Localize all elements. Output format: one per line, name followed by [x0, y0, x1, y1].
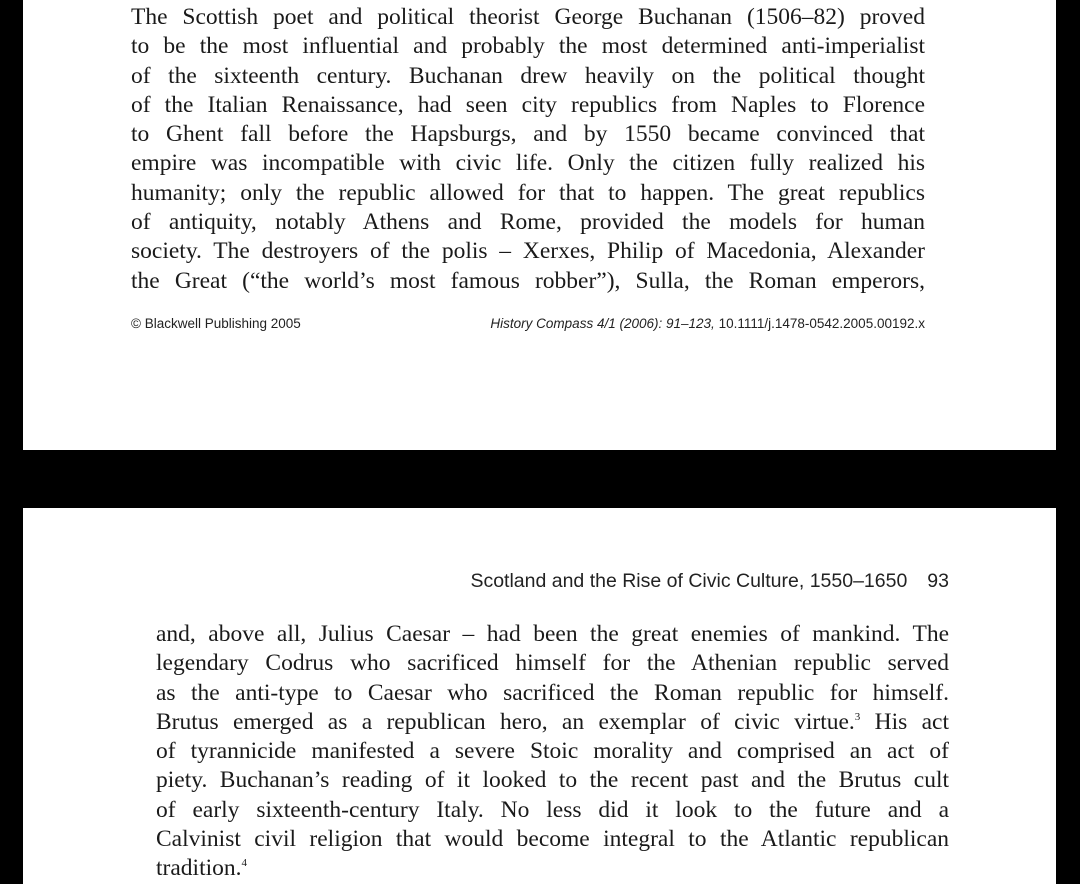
text-line: Calvinist civil religion that would become integral to the Atlantic republican: [156, 826, 949, 853]
body-text-bottom: [156, 620, 949, 884]
text-segment: Brutus emerged as a republican hero, an exemplar of civic virtue.: [156, 708, 855, 735]
journal-citation: History Compass 4/1 (2006): 91–123,: [490, 316, 715, 331]
text-segment: tradition.: [156, 855, 242, 882]
text-line: [156, 854, 949, 883]
footnote-marker: 3: [854, 710, 861, 723]
text-line: [156, 708, 949, 737]
citation-footer: [490, 316, 925, 331]
text-line: legendary Codrus who sacrificed himself for the Athenian republic served: [156, 650, 949, 677]
text-line: The Scottish poet and political theorist George Buchanan (1506–82) proved: [131, 4, 925, 30]
text-line: to be the most influential and probably the most determined anti-imperialist: [131, 33, 925, 60]
text-segment: His act: [860, 708, 949, 735]
text-line: society. The destroyers of the polis – Xerxes, Philip of Macedonia, Alexander: [131, 238, 925, 265]
text-line: of early sixteenth-century Italy. No less did it look to the future and a: [156, 796, 949, 823]
page-top: [23, 0, 1056, 450]
text-line: of the Italian Renaissance, had seen city republics from Naples to Florence: [131, 91, 925, 118]
text-line: humanity; only the republic allowed for that to happen. The great republics: [131, 179, 925, 206]
text-line: of the sixteenth century. Buchanan drew heavily on the political thought: [131, 62, 925, 89]
text-line: the Great (“the world’s most famous robber”), Sulla, the Roman emperors,: [131, 267, 925, 294]
text-line: of tyrannicide manifested a severe Stoic morality and comprised an act of: [156, 738, 949, 765]
text-line: empire was incompatible with civic life. Only the citizen fully realized his: [131, 150, 925, 177]
text-line: piety. Buchanan’s reading of it looked to the recent past and the Brutus cult: [156, 767, 949, 794]
running-head: [470, 570, 949, 593]
page-number: 93: [927, 570, 949, 592]
text-line: and, above all, Julius Caesar – had been the great enemies of mankind. The: [156, 621, 949, 647]
text-line: of antiquity, notably Athens and Rome, provided the models for human: [131, 209, 925, 236]
body-text-top: [131, 3, 925, 296]
page-bottom: [23, 508, 1056, 884]
text-line: to Ghent fall before the Hapsburgs, and by 1550 became convinced that: [131, 121, 925, 148]
doi-text: 10.1111/j.1478-0542.2005.00192.x: [718, 316, 925, 331]
text-line: as the anti-type to Caesar who sacrificed the Roman republic for himself.: [156, 679, 949, 706]
footnote-marker: 4: [241, 857, 247, 870]
copyright-footer: © Blackwell Publishing 2005: [131, 316, 301, 331]
running-head-title: Scotland and the Rise of Civic Culture, 1550–1650: [470, 570, 908, 592]
